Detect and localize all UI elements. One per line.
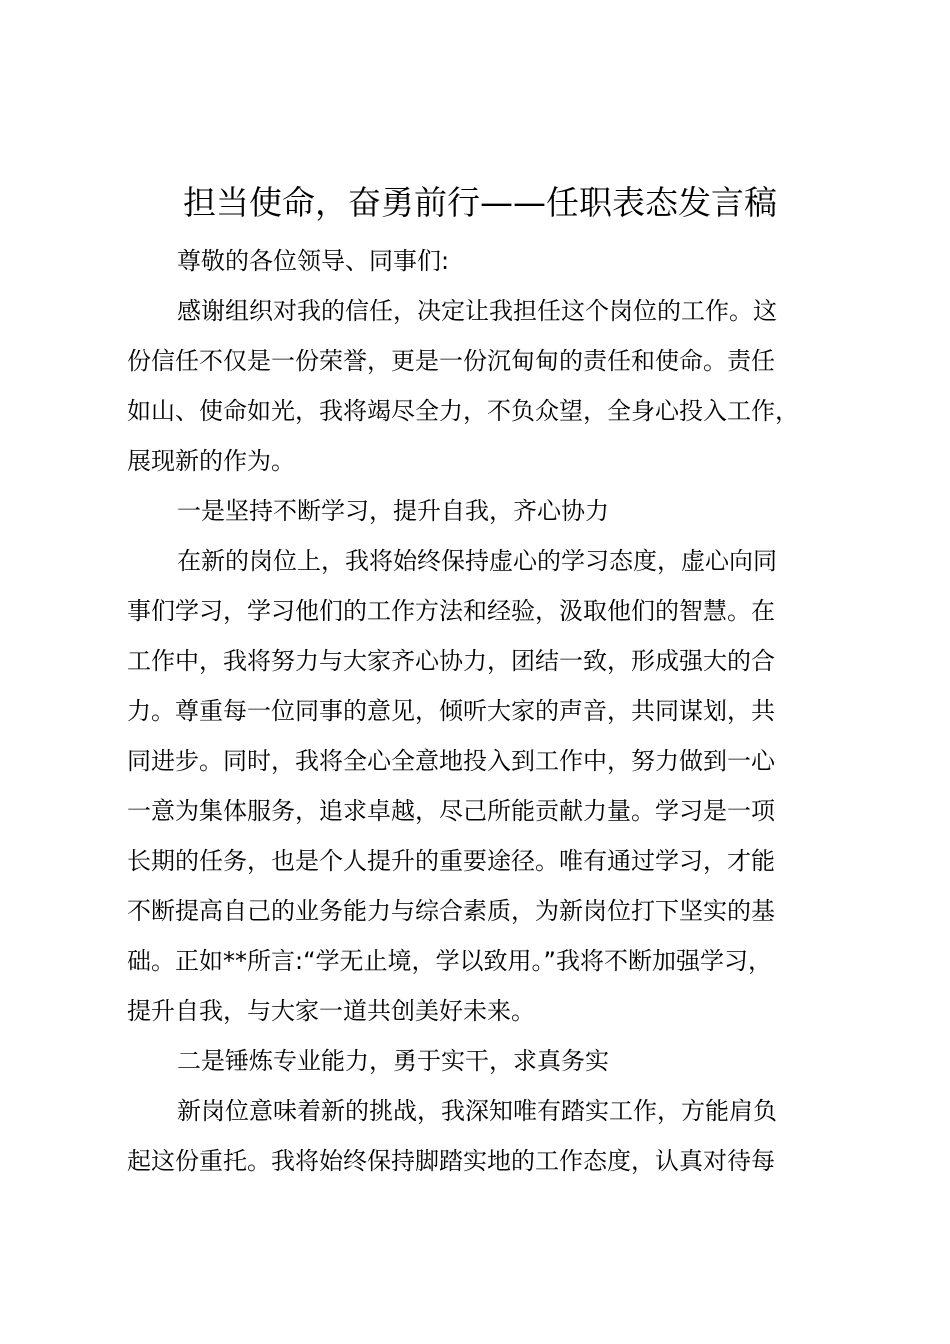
document-body <box>127 236 867 1186</box>
section-heading-line: 一是坚持不断学习，提升自我，齐心协力 <box>177 497 609 525</box>
paragraph-line: 础。正如**所言:“学无止境，学以致用。”我将不断加强学习， <box>127 947 772 975</box>
paragraph-line: 展现新的作为。 <box>127 447 295 475</box>
paragraph-line: 提升自我，与大家一道共创美好未来。 <box>127 997 535 1025</box>
paragraph-line: 起这份重托。我将始终保持脚踏实地的工作态度，认真对待每 <box>127 1147 775 1175</box>
salutation-line: 尊敬的各位领导、同事们: <box>177 247 450 275</box>
document-title: 担当使命，奋勇前行——任职表态发言稿 <box>183 183 777 222</box>
paragraph-line: 不断提高自己的业务能力与综合素质，为新岗位打下坚实的基 <box>127 897 775 925</box>
paragraph-line: 工作中，我将努力与大家齐心协力，团结一致，形成强大的合 <box>127 647 775 675</box>
paragraph-line: 新岗位意味着新的挑战，我深知唯有踏实工作，方能肩负 <box>177 1097 777 1125</box>
paragraph-line: 份信任不仅是一份荣誉，更是一份沉甸甸的责任和使命。责任 <box>127 347 775 375</box>
paragraph-line: 感谢组织对我的信任，决定让我担任这个岗位的工作。这 <box>177 297 777 325</box>
paragraph-line: 长期的任务，也是个人提升的重要途径。唯有通过学习，才能 <box>127 847 775 875</box>
paragraph-line: 一意为集体服务，追求卓越，尽己所能贡献力量。学习是一项 <box>127 797 775 825</box>
section-heading-line: 二是锤炼专业能力，勇于实干，求真务实 <box>177 1047 609 1075</box>
paragraph-line: 同进步。同时，我将全心全意地投入到工作中，努力做到一心 <box>127 747 775 775</box>
paragraph-line: 在新的岗位上，我将始终保持虚心的学习态度，虚心向同 <box>177 547 777 575</box>
paragraph-line: 力。尊重每一位同事的意见，倾听大家的声音，共同谋划，共 <box>127 697 775 725</box>
paragraph-line: 事们学习，学习他们的工作方法和经验，汲取他们的智慧。在 <box>127 597 775 625</box>
paragraph-line: 如山、使命如光，我将竭尽全力，不负众望，全身心投入工作， <box>127 397 799 425</box>
